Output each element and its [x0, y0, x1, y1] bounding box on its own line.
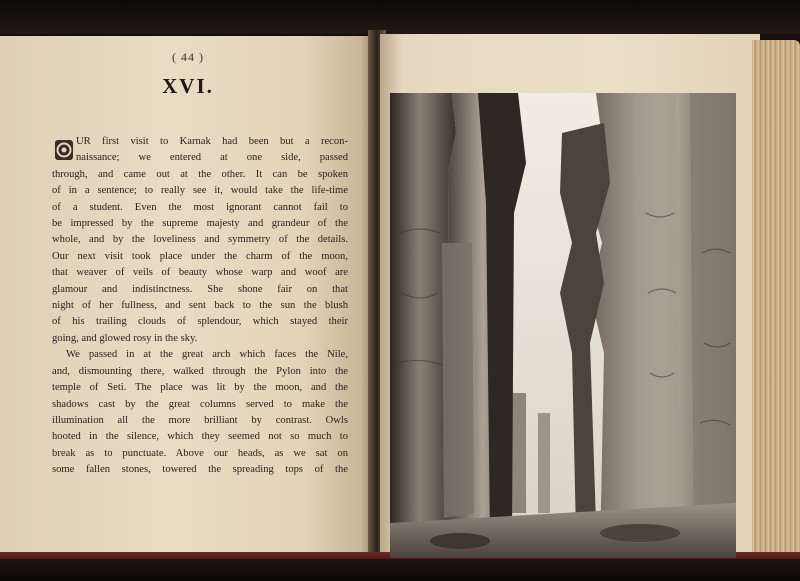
karnak-columns-photo: [390, 93, 736, 558]
text-line: We passed in at the great arch which faces the Nile,: [66, 349, 348, 361]
text-line: and, dismounting there, walked through the Pylon into the: [52, 365, 348, 377]
text-line: night of her fullness, and sent back to the sun the blush: [52, 300, 348, 312]
text-line: shadows cast by the great columns served to make the: [52, 398, 348, 410]
text-line: of in a sentence; to really see it, would take the life-time: [52, 185, 348, 197]
text-line: glamour and indistinctness. She shone fair on that: [52, 283, 348, 295]
text-line: through, and came out at the other. It can be spoken: [52, 168, 348, 180]
paragraph-1: [52, 134, 348, 347]
dark-background-bottom: [0, 559, 800, 581]
text-line: Our next visit took place under the charm of the moon,: [52, 250, 348, 262]
text-line: be impressed by the supreme majesty and grandeur of the: [52, 218, 348, 230]
text-line: break as to punctuate. Above our heads, as we sat on: [52, 447, 348, 459]
text-line: going, and glowed rosy in the sky.: [52, 332, 198, 344]
page-number: ( 44 ): [172, 50, 204, 64]
chapter-heading: XVI.: [162, 74, 214, 98]
text-line: illumination all the more brilliant by contrast. Owls: [52, 414, 348, 426]
text-line: naissance; we entered at one side, passed: [76, 152, 348, 164]
dark-background-top: [0, 0, 800, 34]
page-edges: [752, 40, 800, 566]
text-line: of his trailing clouds of splendour, which stayed their: [52, 316, 348, 328]
text-line: of a student. Even the most ignorant cannot fail to: [52, 201, 348, 213]
text-line: temple of Seti. The place was lit by the moon, and the: [52, 382, 348, 394]
text-line: hooted in the silence, which they seemed not so much to: [52, 431, 348, 443]
text-line: some fallen stones, towered the spreading tops of the: [52, 464, 348, 476]
text-line: UR first visit to Karnak had been but a recon-: [76, 136, 348, 147]
text-line: whole, and by the loveliness and symmetry of the details.: [52, 234, 348, 246]
paragraph-2: [52, 347, 348, 478]
body-text: [52, 134, 348, 479]
text-line: that weaver of veils of beauty whose warp and woof are: [52, 267, 348, 279]
